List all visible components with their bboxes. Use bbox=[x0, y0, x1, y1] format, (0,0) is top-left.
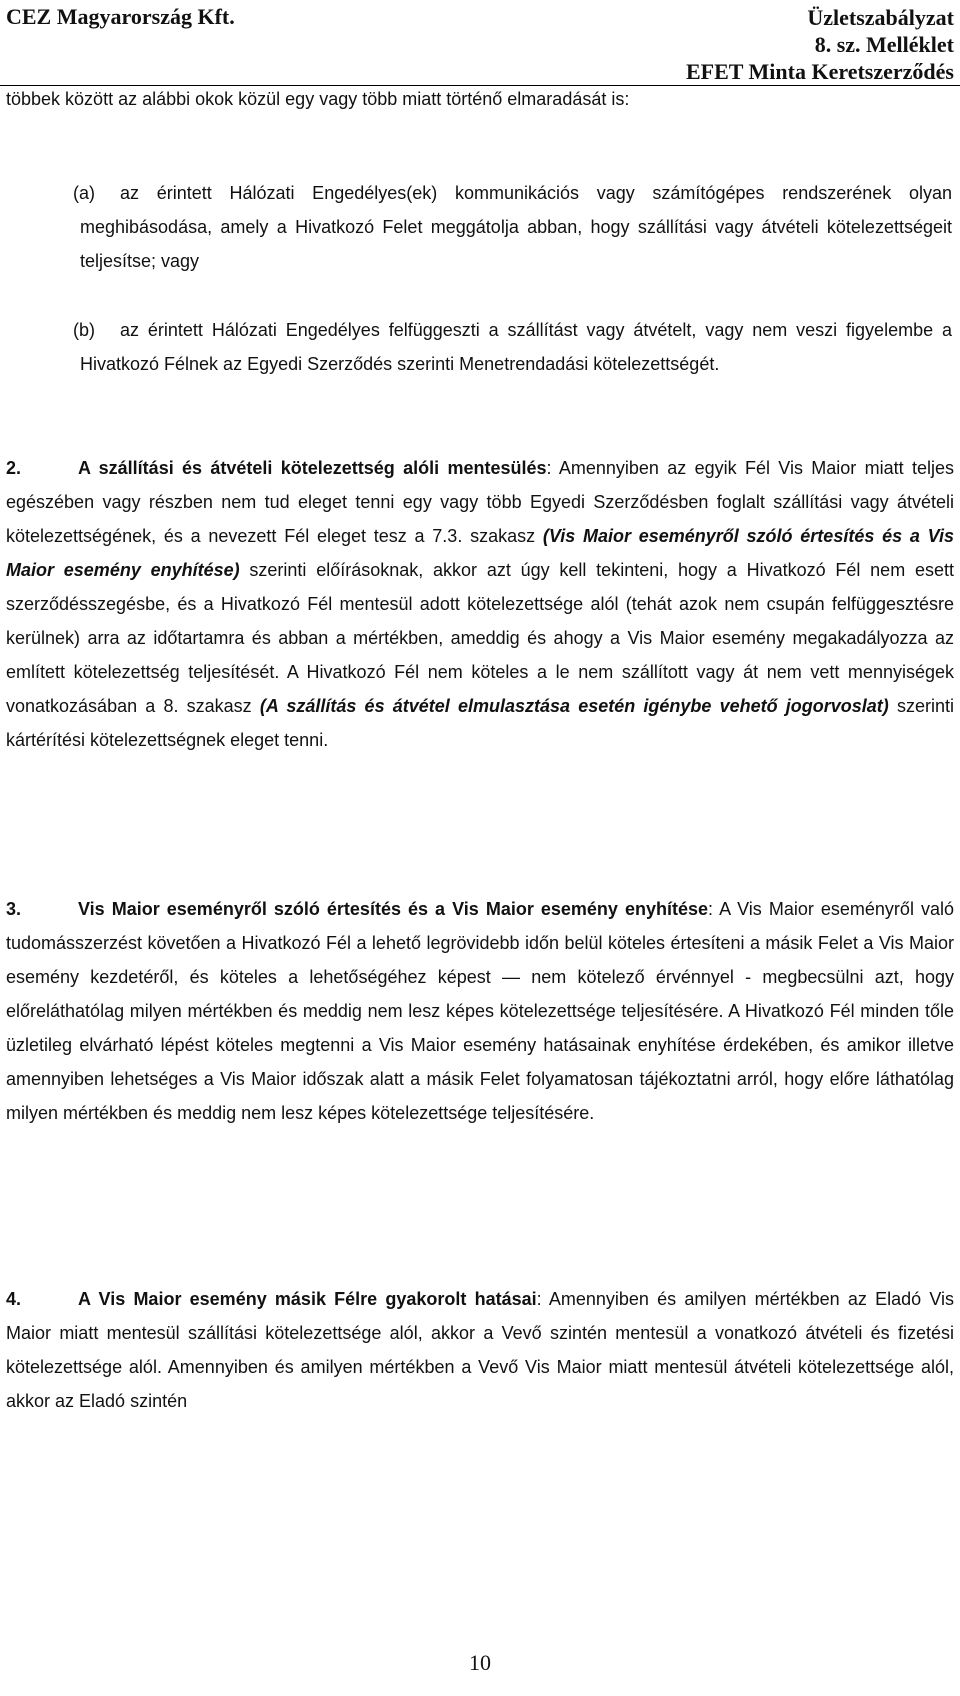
header-right bbox=[686, 4, 954, 85]
section-number: 4. bbox=[6, 1289, 22, 1309]
intro-paragraph: többek között az alábbi okok közül egy vagy több miatt történő elmaradását is: bbox=[6, 89, 630, 109]
section-number: 3. bbox=[6, 899, 22, 919]
section-2 bbox=[6, 451, 954, 757]
section-4 bbox=[6, 1282, 954, 1418]
document-subtitle: EFET Minta Keretszerződés bbox=[685, 59, 954, 84]
list-item-label: (a) bbox=[73, 183, 95, 203]
section-heading: A Vis Maior esemény másik Félre gyakorolt hatásai bbox=[78, 1289, 537, 1309]
company-name: CEZ Magyarország Kft. bbox=[6, 4, 235, 29]
section-text: : A Vis Maior eseményről való tudomásszerzést követően a Hivatkozó Fél a lehető legrövidebb időn belül köteles értesíteni a másik Felet a Vis Maior esemény kezdetéről, és köteles a lehetőségéhez képest — nem kötelező érvénnyel - megbecsülni azt, hogy előreláthatólag milyen mértékben és meddig nem lesz képes kötelezettsége teljesítésére. A Hivatkozó Fél minden tőle üzletileg elvárható lépést köteles megtenni a Vis Maior esemény hatásainak enyhítése érdekében, és amikor illetve amennyiben lehetséges a Vis Maior időszak alatt a másik Felet folyamatosan tájékoztatni arról, hogy előre láthatólag milyen mértékben és meddig nem lesz képes kötelezettsége teljesítésére. bbox=[6, 899, 954, 1123]
list-item-label: (b) bbox=[73, 320, 95, 340]
annex-label: 8. sz. Melléklet bbox=[814, 32, 954, 57]
section-text: : Amennyiben az egyik Fél Vis Maior miatt teljes egészében vagy részben nem tud eleget tenni egy vagy több Egyedi Szerződésben foglalt szállítási vagy átvételi kötelezettségének, és a nevezett Fél eleget tesz a 7.3. szakasz bbox=[6, 458, 954, 546]
section-text: : Amennyiben és amilyen mértékben az Eladó Vis Maior miatt mentesül szállítási kötelezettsége alól, akkor a Vevő szintén mentesül a vonatkozó átvételi és fizetési kötelezettsége alól. Amennyiben és amilyen mértékben a Vevő Vis Maior miatt mentesül átvételi kötelezettsége alól, akkor az Eladó szintén bbox=[6, 1289, 954, 1411]
list-item-a bbox=[73, 176, 952, 278]
section-heading: Vis Maior eseményről szóló értesítés és a Vis Maior esemény enyhítése bbox=[78, 899, 709, 919]
section-number: 2. bbox=[6, 458, 22, 478]
section-reference: (Vis Maior eseményről szóló értesítés és a Vis Maior esemény enyhítése) bbox=[6, 526, 954, 580]
page-number: 10 bbox=[469, 1650, 491, 1675]
list-item-text: az érintett Hálózati Engedélyes felfüggeszti a szállítást vagy átvételt, vagy nem veszi figyelembe a Hivatkozó Félnek az Egyedi Szerződés szerinti Menetrendadási kötelezettségét. bbox=[80, 320, 952, 374]
section-heading: A szállítási és átvételi kötelezettség alóli mentesülés bbox=[78, 458, 547, 478]
section-text: szerinti előírásoknak, akkor azt úgy kell tekinteni, hogy a Hivatkozó Fél nem esett szerződésszegésbe, és a Hivatkozó Fél mentesül adott kötelezettsége alól (tehát azok nem csupán felfüggesztésre kerülnek) arra az időtartamra és abban a mértékben, ameddig és ahogy a Vis Maior esemény megakadályozza az említett kötelezettség teljesítését. A Hivatkozó Fél nem köteles a le nem szállított vagy át nem vett mennyiségek vonatkozásában a 8. szakasz bbox=[6, 560, 954, 716]
section-reference: (A szállítás és átvétel elmulasztása esetén igénybe vehető jogorvoslat) bbox=[259, 696, 889, 716]
list-item-text: az érintett Hálózati Engedélyes(ek) kommunikációs vagy számítógépes rendszerének olyan meghibásodása, amely a Hivatkozó Felet meggátolja abban, hogy szállítási vagy átvételi kötelezettségeit teljesítse; vagy bbox=[80, 183, 952, 271]
document-title: Üzletszabályzat bbox=[807, 5, 954, 30]
section-text: szerinti kártérítési kötelezettségnek eleget tenni. bbox=[6, 696, 955, 750]
list-item-b bbox=[73, 313, 952, 381]
section-3 bbox=[6, 892, 954, 1130]
